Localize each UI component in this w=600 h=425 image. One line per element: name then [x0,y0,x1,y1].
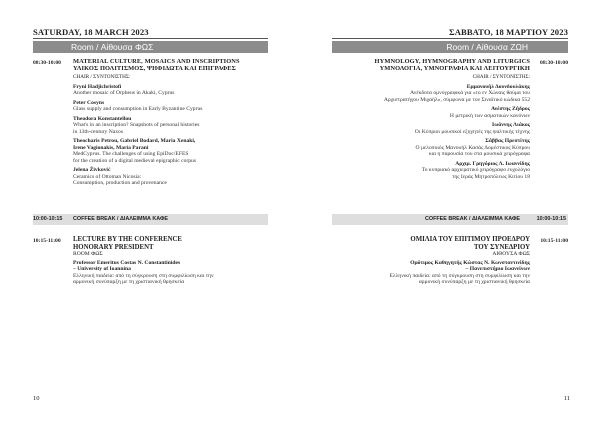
talk-title: της Ιεράς Μητροπόλεως Κιτίου 18 [452,173,530,180]
session-title-el: ΥΛΙΚΟΣ ΠΟΛΙΤΙΣΜΟΣ, ΨΗΦΙΔΩΤΑ ΚΑΙ ΕΠΙΓΡΑΦΕΣ [73,65,236,73]
lecture-speaker: Professor Emeritus Costas N. Constantinides [73,259,181,266]
speaker-name: Σάββας Πρεστίτης [485,138,530,145]
talk-title: Η μετρική των ασματικών κανόνων [449,112,530,119]
room-bar: Room / Αίθουσα ΖΩΗ [332,41,568,53]
talk-title: Glass supply and consumption in Early Byzantine Cyprus [73,106,203,113]
lecture-title: ΟΜΙΛΙΑ ΤΟΥ ΕΠΙΤΙΜΟΥ ΠΡΟΕΔΡΟΥ [410,236,530,243]
lecture-room: ROOM ΦΩΣ [73,251,103,258]
speaker-name: Αρχιμ. Γρηγόριος Λ. Ιωαννίδης [455,160,530,167]
lecture-time: 10:15-11:00 [33,238,61,244]
page-number: 10 [33,395,40,402]
header-rule [332,38,568,39]
speaker-name: Irene Vagionakis, Maria Parani [73,144,149,151]
lecture-speaker: Ομότιμος Καθηγητής Κώστας Ν. Κωνσταντινίδης [410,259,530,266]
speaker-name: Theocharis Petrou, Gabriel Bodard, Maria Xenaki, [73,138,196,145]
talk-title: Ανέκδοτα ομνογραφικά για «το εν Χώναις θαύμα του [410,90,530,97]
lecture-title: ΤΟΥ ΣΥΝΕΔΡΙΟΥ [473,243,530,251]
break-label: COFFEE BREAK / ΔΙΑΛΕΙΜΜΑ ΚΑΦΕ [73,216,169,222]
session-title-el: ΥΜΝΟΛΟΓΙΑ, ΥΜΝΟΓΡΑΦΙΑ ΚΑΙ ΛΕΙΤΟΥΡΓΙΚΗ [379,65,530,73]
session-time: 08:30-10:00 [33,60,61,66]
speaker-name: Peter Cosyns [73,99,105,106]
lecture-block [73,236,273,286]
page-number: 11 [563,395,570,402]
speaker-name: Fryni Hadjichristofi [73,83,122,90]
talk-title: Το κυπριακό αρχιερατικό χειρόγραφο ευχολόγιο [421,167,530,174]
talk-title: Αρχιστρατήγου Μιχαήλ», σύμφωνα με τον Σιναϊτικό κώδικα 552 [383,96,530,103]
break-time: 10:00-10:15 [536,216,566,222]
break-time: 10:00-10:15 [33,216,63,222]
talk-title: Οι Κύπριοι μουσικοί εξηγητές της ψαλτικής τέχνης [414,128,530,135]
session-time: 08:30-10:00 [540,60,568,66]
talk-title: Consumption, production and provenance [73,180,167,187]
session-block [73,58,273,187]
talk-title: What's in an inscription? Snapshots of personal histories [73,122,200,129]
lecture-topic: Ελληνική παιδεία: από τη σύγκρουση στη συμφιλίωση και την [73,272,214,279]
lecture-affiliation: – Πανεπιστήμιο Ιωαννίνων [465,266,530,273]
lecture-title: LECTURE BY THE CONFERENCE [73,236,182,243]
talk-title: Another mosaic of Orpheus in Akaki, Cyprus [73,90,175,97]
lecture-topic: Ελληνική παιδεία: από τη σύγκρουση στη συμφιλίωση και την [389,272,530,279]
header-rule [33,38,268,39]
lecture-time: 10:15-11:00 [540,238,568,244]
lecture-title: HONORARY PRESIDENT [73,243,154,251]
chair-label: CHAIR / ΣΥΝΤΟΝΙΣΤΗΣ: [73,74,131,81]
lecture-topic: αρμονική συνύπαρξη με τη χριστιανική θρησκεία [418,279,530,286]
day-heading: ΣΑΒΒΑΤΟ, 18 ΜΑΡΤΙΟΥ 2023 [448,27,568,37]
coffee-break-bar [33,214,268,225]
break-label: COFFEE BREAK / ΔΙΑΛΕΙΜΜΑ ΚΑΦΕ [424,216,520,222]
talk-title: for the creation of a digital medieval epigraphic corpus [73,157,197,164]
lecture-block [325,236,530,286]
talk-title: MedCyprus. The challenges of using EpiDoc/EFES [73,151,189,158]
speaker-name: Ιωάννης Λιάκος [492,122,530,129]
talk-title: Ceramics of Ottoman Nicosia: [73,173,142,180]
lecture-room: ΑΙΘΟΥΣΑ ΦΩΣ [492,251,530,258]
session-title-en: MATERIAL CULTURE, MOSAICS AND INSCRIPTIONS [73,58,240,65]
speaker-name: Theodora Konstantellou [73,115,132,122]
speaker-name: Ανέστης Ζήδρος [490,106,530,113]
session-title-en: HYMNOLOGY, HYMNOGRAPHY AND LITURGICS [374,58,530,65]
speaker-name: Εμμανουήλ Δουνδουλάκης [466,83,530,90]
talk-title: in 13th-century Naxos [73,128,124,135]
chair-label: CHAIR / ΣΥΝΤΟΝΙΣΤΗΣ: [472,74,530,81]
lecture-topic: αρμονική συνύπαρξη με τη χριστιανική θρησκεία [73,279,185,286]
right-page [300,0,600,425]
day-heading: SATURDAY, 18 MARCH 2023 [33,27,149,37]
talk-title: και η παρουσία του στα μουσικά χειρόγραφα [428,151,530,158]
session-block [325,58,530,180]
coffee-break-bar [332,214,568,225]
room-bar: Room / Αίθουσα ΦΩΣ [33,41,268,53]
speaker-name: Jelena Živković [73,167,111,174]
lecture-affiliation: – University of Ioannina [73,266,131,273]
talk-title: Ο μελοποιός Μανουήλ Κασάς Δομέστικος Κύπρου [415,144,530,151]
